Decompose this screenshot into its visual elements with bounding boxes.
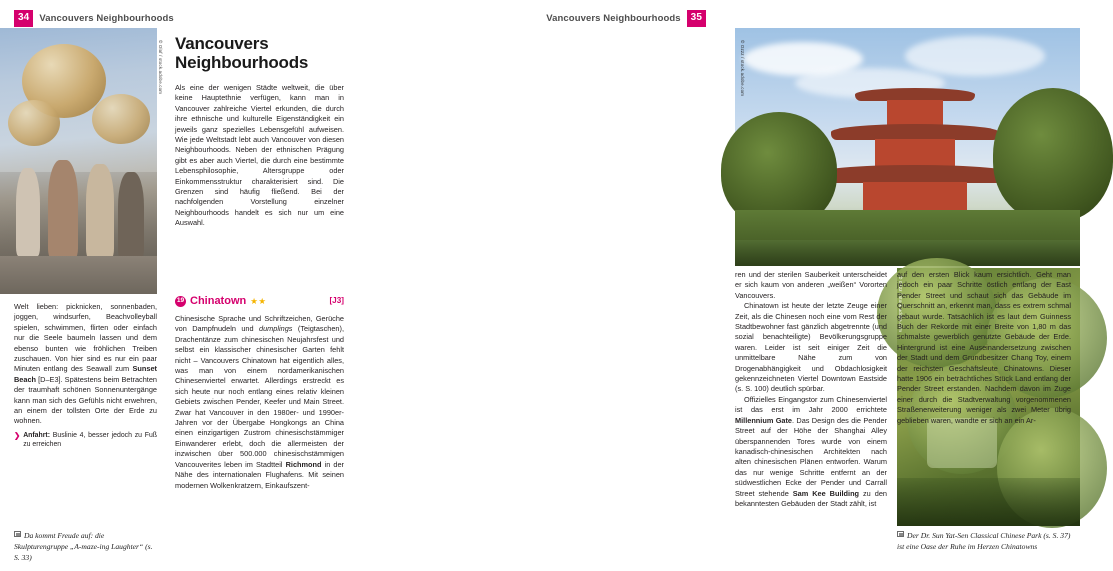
cloud bbox=[905, 36, 1045, 76]
chinatown-text-2: (Teigtaschen), Drachentänze zum chinesischen Neujahrsfest und selbst ein klassischer chinesischer Garten fehlt nicht – Vancouvers Chinatown hat eigentlich alles, was man von einem nordamerikanischen Chinesenviertel erwartet. Allerdings erstreckt es sich heute nur noch entlang eines relativ kleinen Gebiets zwischen Pender, Keefer und Main Street. Zwar hat Vancouver in den 1980er- und 1990er-Jahren vor der Übergabe Hongkongs an China einen einzigartigen Zustrom chinesischstämmiger Einwanderer erlebt, doch die allermeisten der inzwischen über 500.000 chinesischstämmigen Vancouverites leben im Stadtteil bbox=[175, 324, 344, 469]
anfahrt-info-line bbox=[14, 431, 157, 449]
sculpture-photo bbox=[0, 28, 157, 294]
photo-icon bbox=[897, 531, 904, 537]
right-caption-text: Der Dr. Sun Yat-Sen Classical Chinese Park (s. S. 37) ist eine Oase der Ruhe im Herzen Chinatowns bbox=[897, 531, 1071, 551]
page-number-left: 34 bbox=[14, 10, 33, 27]
left-body-column bbox=[14, 302, 157, 449]
chinatown-section bbox=[175, 296, 344, 491]
photo-person bbox=[48, 160, 78, 258]
sam-kee-building-bold: Sam Kee Building bbox=[792, 488, 860, 498]
photo-water bbox=[735, 240, 1080, 266]
sculpture-figure-body bbox=[8, 100, 60, 146]
anfahrt-value: Buslinie 4, besser jedoch zu Fuß zu erreichen bbox=[23, 431, 157, 449]
photo-credit-right-top: © Ozzz / stock.adobe.com bbox=[740, 40, 745, 97]
photo-person bbox=[86, 164, 114, 258]
photo-icon bbox=[14, 531, 21, 537]
right-photo-caption bbox=[897, 530, 1073, 552]
right-column-2 bbox=[897, 270, 1071, 426]
pagoda-tier-middle bbox=[875, 139, 955, 167]
running-head-title-left: Vancouvers Neighbourhoods bbox=[39, 13, 174, 24]
dumplings-italic: dumplings bbox=[258, 324, 293, 334]
page-title: Vancouvers Neighbourhoods bbox=[175, 34, 309, 72]
right-column-1 bbox=[735, 270, 887, 509]
photo-ground bbox=[0, 256, 157, 294]
pagoda-roof-middle bbox=[831, 124, 999, 140]
right-page bbox=[360, 0, 1071, 571]
page-number-right: 35 bbox=[687, 10, 706, 27]
right-col1-paragraph-3 bbox=[735, 395, 887, 509]
right-col1-paragraph-1: ren und der sterilen Sauberkeit unterscheidet er sich kaum von anderen „weißen“ Vororten Vancouvers. bbox=[735, 270, 887, 300]
sunset-beach-bold: Sunset Beach bbox=[14, 364, 157, 384]
left-body-text-2: [D–E3]. Spätestens beim Betrachten der traumhaft schönen Sonnenuntergänge kann man sich des Gefühls nicht erwehren, an einem der tollsten Orte der Erde zu wohnen. bbox=[14, 374, 157, 426]
chinatown-paragraph bbox=[175, 314, 344, 491]
photo-credit-right-bottom: © Ozzz / stock.adobe.com bbox=[898, 276, 903, 333]
millennium-gate-bold: Millennium Gate bbox=[735, 415, 793, 425]
left-caption-text: Da kommt Freude auf: die Skulpturengruppe „A-maze-ing Laughter“ (s. S. 33) bbox=[14, 531, 153, 562]
chinese-garden-pagoda-photo bbox=[735, 28, 1080, 266]
tree-foliage bbox=[993, 88, 1113, 222]
pagoda-tier-upper bbox=[887, 100, 943, 126]
chinatown-heading bbox=[175, 296, 344, 307]
star-rating-icon: ★★ bbox=[250, 296, 267, 307]
right-col2-paragraph-1: auf den ersten Blick kaum ersichtlich. Geht man jedoch ein paar Schritte östlich entlang der East Pender Street und schaut sich das Gebäude im Querschnitt an, erkennt man, dass es extrem schmal gebaut wurde. Tatsächlich ist es laut dem Guinness Buch der Rekorde mit einer Breite von 1,80 m das schmalste gewerblich genutzte Gebäude der Erde. Hintergrund ist eine Auseinandersetzung zwischen der Stadt und dem Grundbesitzer Chang Toy, einem der reichsten Geschäftsleute Chinatowns. Dieser hatte 1906 ein beträchtliches Stück Land entlang der Pender Street erstanden. Nachdem davon im Zuge einer durch die Stadtverwaltung vorgenommenen Straßenerweiterung weniger als zwei Meter übrig geblieben waren, wandte er sich an ein Ar- bbox=[897, 270, 1071, 425]
sculpture-figure-side bbox=[92, 94, 150, 144]
chinatown-text-3: in der Nähe des internationalen Flughafens. Mit seinen modernen Wolkenkratzern, Einkaufszent- bbox=[175, 459, 344, 490]
photo-shadow bbox=[897, 478, 1080, 526]
poi-title: Chinatown bbox=[190, 295, 247, 307]
anfahrt-label: Anfahrt: bbox=[23, 431, 50, 439]
running-head-title-right: Vancouvers Neighbourhoods bbox=[546, 13, 681, 24]
right-col1-paragraph-2: Chinatown ist heute der letzte Zeuge einer Zeit, als die Chinesen noch eine vom Rest der Stadtbewohner fast gänzlich abgetrennte (und sozial benachteiligte) Bevölkerungsgruppe waren. Leider ist seit einiger Zeit die unmittelbare Nähe zum von Drogenabhängigkeit und Obdachlosigkeit gekennzeichneten Viertel Downtown Eastside (s. S. 100) deutlich spürbar. bbox=[735, 301, 887, 394]
right-col1-text-b: . Das Design des die Pender Street auf der Höhe der Shanghai Alley überspannenden Tores wurde von einem kanadisch-chinesischen Architekten nach alten chinesischen Plänen entworfen. Warum das nur wenige Schritte entfernt an der südwestlichen Ecke der Pender und Carrall Street stehende bbox=[735, 415, 888, 498]
intro-paragraph: Als eine der wenigen Städte weltweit, die über keine Hauptethnie verfügen, kann man in Vancouver zahlreiche Viertel erkunden, die durch ihre ethnische und kulturelle Eigenständigkeit ein jeweils ganz spezielles Lebensgefühl aufweisen. Wie jede Weltstadt lebt auch Vancouver von diesen Neighbourhoods. Neben der ethnischen Prägung gibt es aber auch Viertel, die durch eine bestimmte Lebensphilosophie, Altersgruppe oder Einkommensstruktur charakterisiert sind. Die Grenzen sind häufig fließend. Bei der nachfolgenden Vorstellung einzelner Neighbourhoods handelt es sich nur um eine Auswahl. bbox=[175, 83, 344, 228]
poi-number-badge: 19 bbox=[175, 296, 186, 307]
right-col1-text-c: zu den bekanntesten Gebäuden der Stadt zählt, ist bbox=[735, 488, 887, 508]
section-intro-column bbox=[175, 34, 344, 229]
richmond-bold: Richmond bbox=[285, 459, 322, 469]
left-body-paragraph bbox=[14, 302, 157, 427]
left-page bbox=[0, 0, 360, 571]
photo-person bbox=[16, 168, 40, 256]
photo-credit-left: © Olaf / stock.adobe.com bbox=[158, 40, 163, 95]
left-body-text-1: Welt lieben: picknicken, sonnenbaden, joggen, windsurfen, Beachvolleyball spielen, schwimmen, flirten oder einfach nur die Seele baumeln lassen und dem ebenso bunten wie fröhlichen Treiben zuschauen. Von hier sind es nur ein paar Minuten entlang des Seawall zum bbox=[14, 302, 157, 374]
map-reference: [J3] bbox=[329, 296, 344, 306]
anfahrt-info-text bbox=[23, 431, 157, 449]
chinatown-text-1: Chinesische Sprache und Schriftzeichen, Gerüche von Dampfnudeln und bbox=[175, 314, 344, 334]
left-photo-caption bbox=[14, 530, 159, 563]
right-col1-text-a: Offizielles Eingangstor zum Chinesenviertel ist das erst im Jahr 2000 errichtete bbox=[735, 394, 887, 415]
photo-person bbox=[118, 172, 144, 258]
arrow-icon: ❯ bbox=[14, 430, 21, 440]
pagoda-roof-lower bbox=[813, 165, 1017, 183]
